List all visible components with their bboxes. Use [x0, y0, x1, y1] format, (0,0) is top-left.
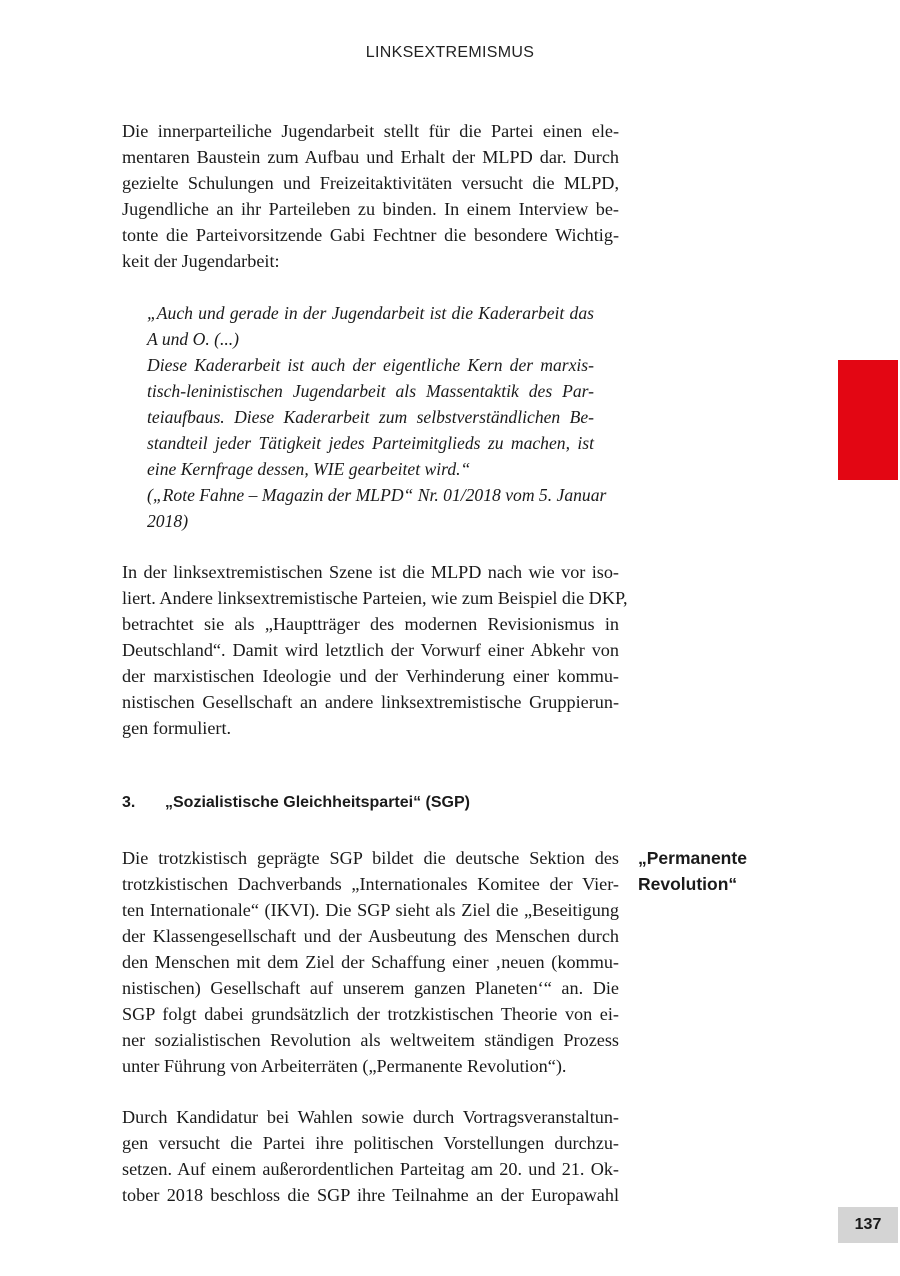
- text-line: unter Führung von Arbeiterräten („Permanente Revolution“).: [122, 1056, 567, 1076]
- text-line: setzen. Auf einem außerordentlichen Parteitag am 20. und 21. Ok-: [122, 1159, 619, 1179]
- text-line: Durch Kandidatur bei Wahlen sowie durch Vortragsveranstaltun-: [122, 1107, 619, 1127]
- text-line: nistischen) Gesellschaft auf unserem ganzen Planeten‘“ an. Die: [122, 978, 619, 998]
- text-line: nistischen Gesellschaft an andere linksextremistische Gruppierun-: [122, 692, 619, 712]
- quote-line: Diese Kaderarbeit ist auch der eigentliche Kern der marxis-: [147, 355, 594, 375]
- text-line: den Menschen mit dem Ziel der Schaffung einer ‚neuen (kommu-: [122, 952, 619, 972]
- text-line: tober 2018 beschloss die SGP ihre Teilnahme an der Europawahl: [122, 1185, 619, 1205]
- text-line: trotzkistischen Dachverbands „Internationales Komitee der Vier-: [122, 874, 619, 894]
- text-line: ner sozialistischen Revolution als weltweitem ständigen Prozess: [122, 1030, 619, 1050]
- running-head: LINKSEXTREMISMUS: [365, 44, 535, 61]
- text-line: tonte die Parteivorsitzende Gabi Fechtner die besondere Wichtig-: [122, 225, 619, 245]
- text-line: ten Internationale“ (IKVI). Die SGP sieht als Ziel die „Beseitigung: [122, 900, 619, 920]
- quote-line: teiaufbaus. Diese Kaderarbeit zum selbstverständlichen Be-: [147, 407, 594, 427]
- text-line: der marxistischen Ideologie und der Verhinderung einer kommu-: [122, 666, 619, 686]
- block-quote: [147, 300, 607, 534]
- page-number: 137: [838, 1207, 898, 1243]
- text-line: Deutschland“. Damit wird letztlich der Vorwurf einer Abkehr von: [122, 640, 619, 660]
- text-line: betrachtet sie als „Hauptträger des modernen Revisionismus in: [122, 614, 619, 634]
- text-line: Jugendliche an ihr Parteileben zu binden. In einem Interview be-: [122, 199, 619, 219]
- margin-note-line: „Permanente: [638, 848, 747, 868]
- text-line: mentaren Baustein zum Aufbau und Erhalt der MLPD dar. Durch: [122, 147, 619, 167]
- text-line: SGP folgt dabei grundsätzlich der trotzkistischen Theorie von ei-: [122, 1004, 619, 1024]
- text-line: In der linksextremistischen Szene ist die MLPD nach wie vor iso-: [122, 562, 619, 582]
- section-title: „Sozialistische Gleichheitspartei“ (SGP): [165, 794, 470, 811]
- text-line: liert. Andere linksextremistische Parteien, wie zum Beispiel die DKP,: [122, 588, 628, 608]
- margin-note-line: Revolution“: [638, 874, 738, 894]
- text-line: Die trotzkistisch geprägte SGP bildet die deutsche Sektion des: [122, 848, 619, 868]
- quote-line: eine Kernfrage dessen, WIE gearbeitet wird.“: [147, 459, 471, 479]
- section-heading: [122, 794, 470, 812]
- text-line: gezielte Schulungen und Freizeitaktivitäten versucht die MLPD,: [122, 173, 619, 193]
- quote-line: tisch-leninistischen Jugendarbeit als Massentaktik des Par-: [147, 381, 594, 401]
- text-line: gen versucht die Partei ihre politischen Vorstellungen durchzu-: [122, 1133, 619, 1153]
- paragraph-elections: [122, 1104, 619, 1208]
- paragraph-isolation: [122, 559, 628, 741]
- text-line: Die innerparteiliche Jugendarbeit stellt für die Partei einen ele-: [122, 121, 619, 141]
- text-line: keit der Jugendarbeit:: [122, 251, 280, 271]
- quote-citation: („Rote Fahne – Magazin der MLPD“ Nr. 01/2018 vom 5. Januar: [147, 485, 607, 505]
- margin-note: [638, 845, 778, 897]
- quote-citation: 2018): [147, 511, 189, 531]
- section-number: 3.: [122, 794, 136, 811]
- chapter-tab-marker: [838, 360, 898, 480]
- quote-line: A und O. (...): [147, 329, 240, 349]
- text-line: gen formuliert.: [122, 718, 232, 738]
- quote-line: standteil jeder Tätigkeit jedes Parteimitglieds zu machen, ist: [147, 433, 594, 453]
- paragraph-sgp: [122, 845, 619, 1079]
- quote-line: „Auch und gerade in der Jugendarbeit ist die Kaderarbeit das: [147, 303, 594, 323]
- paragraph-youth-work: [122, 118, 619, 274]
- text-line: der Klassengesellschaft und der Ausbeutung des Menschen durch: [122, 926, 619, 946]
